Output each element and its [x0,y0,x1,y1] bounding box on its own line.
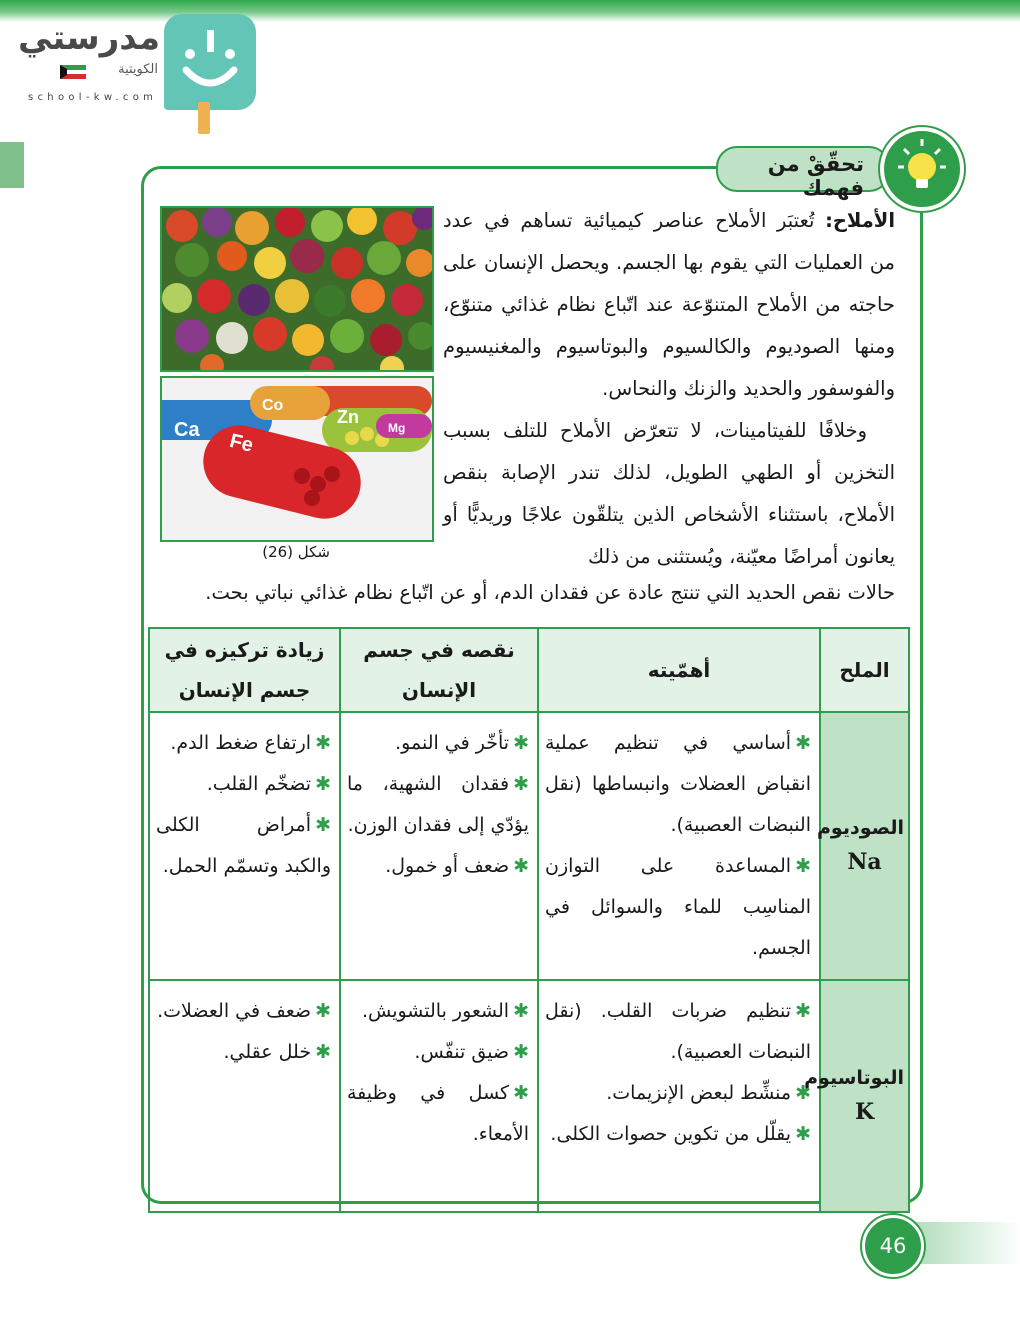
salt-cell [804,980,909,1212]
bullet-star-icon: ✱ [513,855,529,877]
salt-name: الصوديوم [816,817,904,839]
paragraph-2: وخلافًا للفيتامينات، لا تتعرّض الأملاح للتلف بسبب التخزين أو الطهي الطويل، لذلك تندر الإصابة بنقص الأملاح، باستثناء الأشخاص الذين يتلقّون علاجًا وريديًّا أو يعانون أمراضًا معيّنة، ويُستثنى من ذلك [443,419,895,568]
salt-symbol: Na [847,849,882,875]
header-importance: أهمّيته [538,628,820,712]
list-item: ✱ارتفاع ضغط الدم. [170,732,331,754]
list-item: ✱المساعدة على التوازن المناسِب للماء والسوائل في الجسم. [545,855,811,959]
list-item: ✱يقلّل من تكوين حصوات الكلى. [550,1123,811,1145]
bullet-star-icon: ✱ [315,814,331,836]
paragraph-1: تُعتبَر الأملاح عناصر كيميائية تساهم في عدد من العمليات التي يقوم بها الجسم. ويحصل الإنسان على حاجته من الأملاح المتنوّعة عند اتّباع نظام غذائي متنوّع، ومنها الصوديوم والكالسيوم والبوتاسيوم والمغنيسيوم والفوسفور والحديد والزنك والنحاس. [443,209,895,400]
importance-cell [538,980,820,1212]
capsule-label-co: Co [262,397,284,414]
list-item: ✱كسل في وظيفة الأمعاء. [347,1082,529,1145]
logo-stick [198,102,210,134]
salt-name: البوتاسيوم [804,1067,904,1089]
bullet-star-icon: ✱ [513,1082,529,1104]
table-row-sodium [149,712,909,980]
mineral-supplements-image [160,376,434,542]
bullet-star-icon: ✱ [315,1000,331,1022]
salt-cell [816,712,909,980]
left-margin-tab [0,142,24,188]
bullet-star-icon: ✱ [315,1041,331,1063]
list-item: ✱ضعف أو خمول. [385,855,529,877]
list-item: ✱الشعور بالتشويش. [361,1000,529,1022]
capsule-label-ca: Ca [174,419,200,441]
header-salt: الملح [820,628,909,712]
page-number: 46 [862,1215,924,1277]
list-item: ✱خلل عقلي. [223,1041,331,1063]
bullet-star-icon: ✱ [795,1000,811,1022]
table-row-potassium [149,980,909,1212]
paragraph-2-last-line: حالات نقص الحديد التي تنتج عادة عن فقدان الدم، أو عن اتّباع نظام غذائي نباتي بحت. [205,581,895,604]
kuwait-flag-icon [60,65,86,79]
smile-face-icon [164,14,256,110]
deficiency-cell [340,712,538,980]
site-logo[interactable] [18,10,263,135]
list-item: ✱فقدان الشهية، ما يؤدّي إلى فقدان الوزن. [347,773,529,836]
table-header-row [149,628,909,712]
bullet-star-icon: ✱ [795,732,811,754]
logo-url: school-kw.com [28,92,158,103]
lightbulb-badge [880,127,964,211]
logo-badge-icon [164,14,256,110]
bullet-star-icon: ✱ [795,1123,811,1145]
bullet-star-icon: ✱ [795,1082,811,1104]
bullet-star-icon: ✱ [315,732,331,754]
excess-cell [149,980,340,1212]
term-minerals: الأملاح: [825,209,895,232]
capsule-label-zn: Zn [337,407,359,427]
list-item: ✱منشِّط لبعض الإنزيمات. [606,1082,811,1104]
bullet-star-icon: ✱ [513,1000,529,1022]
list-item: ✱أساسي في تنظيم عملية انقباض العضلات وانبساطها (نقل النبضات العصبية). [545,732,811,836]
excess-cell [149,712,340,980]
salt-symbol: K [854,1099,875,1125]
bullet-star-icon: ✱ [513,1041,529,1063]
bullet-star-icon: ✱ [513,773,529,795]
bullet-star-icon: ✱ [795,855,811,877]
list-item: ✱أمراض الكلى والكبد وتسمّم الحمل. [156,814,331,877]
capsule-label-mg: Mg [388,421,406,435]
minerals-intro-text [443,200,895,578]
minerals-table [148,627,910,1213]
lightbulb-icon [884,131,960,207]
figure-caption: شكل (26) [262,543,330,561]
bullet-star-icon: ✱ [315,773,331,795]
bullet-star-icon: ✱ [513,732,529,754]
deficiency-cell [340,980,538,1212]
list-item: ✱تأخّر في النمو. [395,732,529,754]
list-item: ✱ضيق تنفّس. [414,1041,529,1063]
importance-cell [538,712,820,980]
list-item: ✱ضعف في العضلات. [157,1000,331,1022]
list-item: ✱تنظيم ضربات القلب. (نقل النبضات العصبية). [545,1000,811,1063]
logo-title: مدرستي [18,18,160,58]
logo-subtitle: الكويتية [118,62,158,77]
list-item: ✱تضخّم القلب. [206,773,331,795]
header-deficiency: نقصه في جسم الإنسان [340,628,538,712]
capsule-label-fe: Fe [227,429,256,457]
header-excess: زيادة تركيزه في جسم الإنسان [149,628,340,712]
check-understanding-title: تحقّقْ من فهمك [767,152,864,200]
vegetables-image [160,206,434,372]
